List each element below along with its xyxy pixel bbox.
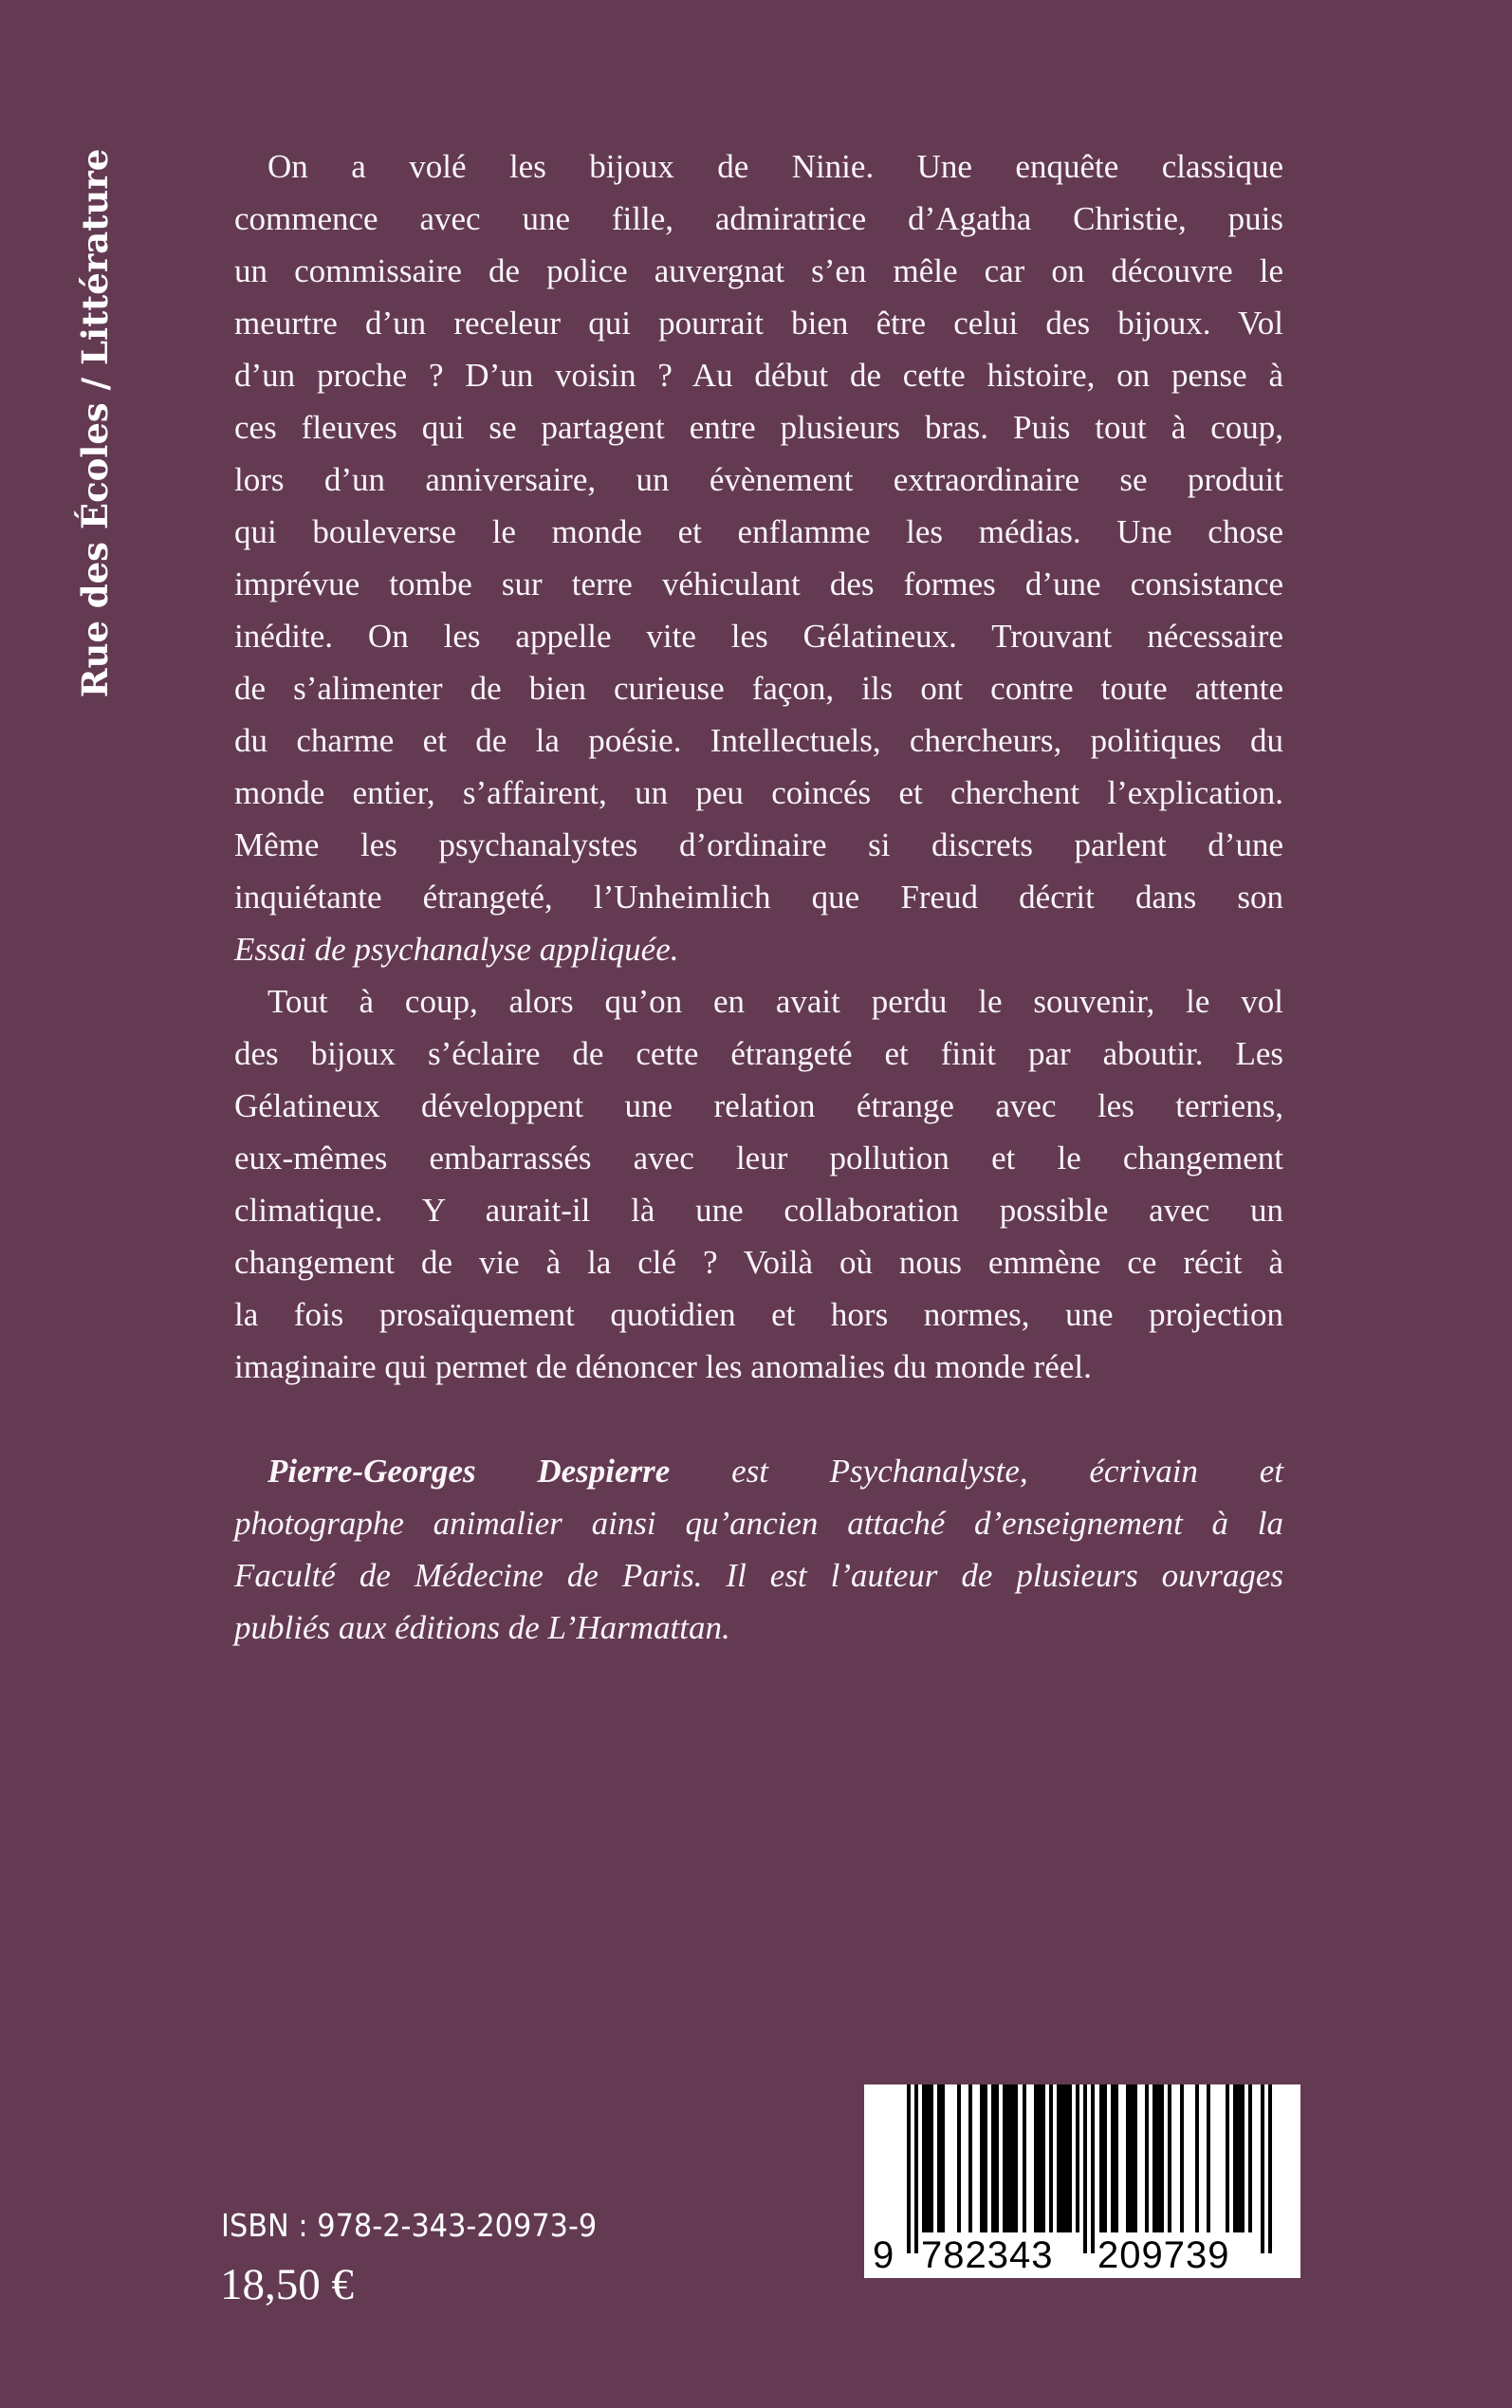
barcode-bar [1207, 2084, 1210, 2232]
blurb-line: commence avec une fille, admiratrice d’Agatha Christie, puis [234, 200, 1283, 237]
barcode-bar [1111, 2084, 1118, 2232]
barcode-bar [1091, 2084, 1095, 2253]
blurb-line: la fois prosaïquement quotidien et hors normes, une projection [234, 1296, 1283, 1333]
barcode-digits-right: 209739 [1097, 2234, 1230, 2276]
blurb-line: meurtre d’un receleur qui pourrait bien être celui des bijoux. Vol [234, 305, 1283, 342]
barcode-bar [1268, 2084, 1272, 2253]
spine-collection-label: Rue des Écoles / Littérature [74, 148, 116, 698]
blurb-line: du charme et de la poésie. Intellectuels, chercheurs, politiques du [234, 722, 1283, 759]
blurb-line: changement de vie à la clé ? Voilà où nous emmène ce récit à [234, 1244, 1283, 1281]
blurb-line: climatique. Y aurait-il là une collaboration possible avec un [234, 1192, 1283, 1229]
barcode-bar [914, 2084, 918, 2253]
spacer [234, 1393, 1283, 1445]
blurb-line: Même les psychanalystes d’ordinaire si discrets parlent d’une [234, 826, 1283, 863]
barcode-bar [1099, 2084, 1107, 2232]
blurb-line: monde entier, s’affairent, un peu coincés et cherchent l’explication. [234, 774, 1283, 811]
blurb-line: Gélatineux développent une relation étrange avec les terriens, [234, 1087, 1283, 1124]
blurb-line: un commissaire de police auvergnat s’en mêle car on découvre le [234, 252, 1283, 289]
ean13-barcode [864, 2084, 1300, 2278]
price-label: 18,50 € [220, 2260, 354, 2309]
barcode-bar [1152, 2084, 1164, 2232]
barcode-bar [907, 2084, 911, 2253]
barcode-digit-first: 9 [873, 2234, 894, 2276]
blurb-line: d’un proche ? D’un voisin ? Au début de cette histoire, on pense à [234, 357, 1283, 394]
blurb-line: Tout à coup, alors qu’on en avait perdu le souvenir, le vol [267, 983, 1283, 1020]
barcode-bar [1083, 2084, 1087, 2253]
author-bio-line [234, 1445, 1283, 1497]
blurb-line: qui bouleverse le monde et enflamme les médias. Une chose [234, 513, 1283, 550]
blurb-line: lors d’un anniversaire, un évènement extraordinaire se produit [234, 461, 1283, 498]
barcode-bar [1023, 2084, 1026, 2232]
barcode-bar [1049, 2084, 1053, 2232]
barcode-bar [968, 2084, 972, 2232]
barcode-bar [980, 2084, 987, 2232]
barcode-bar [1145, 2084, 1149, 2232]
blurb-line: des bijoux s’éclaire de cette étrangeté et finit par aboutir. Les [234, 1035, 1283, 1072]
barcode-digits-left: 782343 [921, 2234, 1054, 2276]
author-bio-line: Faculté de Médecine de Paris. Il est l’auteur de plusieurs ouvrages [234, 1557, 1283, 1594]
blurb-line: inquiétante étrangeté, l’Unheimlich que Freud décrit dans son [234, 879, 1283, 916]
book-title-reference: Essai de psychanalyse appliquée. [234, 931, 679, 968]
barcode-bar [1248, 2084, 1252, 2232]
barcode-bar [1076, 2084, 1079, 2232]
blurb-line: de s’alimenter de bien curieuse façon, ils ont contre toute attente [234, 670, 1283, 707]
barcode-bar [1226, 2084, 1229, 2232]
barcode-bar [922, 2084, 933, 2232]
author-name: Pierre-Georges Despierre [267, 1453, 671, 1490]
author-bio-text: est Psychanalyste, écrivain et [731, 1453, 1283, 1490]
blurb-line: On a volé les bijoux de Ninie. Une enquête classique [267, 148, 1283, 185]
barcode-bar [1034, 2084, 1045, 2232]
barcode-bar [1057, 2084, 1072, 2232]
barcode-bar [937, 2084, 945, 2232]
author-bio-line: photographe animalier ainsi qu’ancien attaché d’enseignement à la [234, 1505, 1283, 1542]
barcode-bar [1233, 2084, 1245, 2232]
blurb-line: inédite. On les appelle vite les Gélatineux. Trouvant nécessaire [234, 618, 1283, 655]
back-cover-blurb [234, 140, 1283, 1654]
blurb-line: imaginaire qui permet de dénoncer les anomalies du monde réel. [234, 1348, 1092, 1385]
barcode-bar [1261, 2084, 1264, 2253]
isbn-label: ISBN : 978-2-343-20973-9 [221, 2207, 598, 2244]
barcode-bar [991, 2084, 999, 2232]
blurb-line: imprévue tombe sur terre véhiculant des formes d’une consistance [234, 565, 1283, 602]
blurb-line: eux-mêmes embarrassés avec leur pollution et le changement [234, 1139, 1283, 1176]
barcode-bar [1003, 2084, 1018, 2232]
author-bio-line: publiés aux éditions de L’Harmattan. [234, 1609, 730, 1646]
blurb-line: ces fleuves qui se partagent entre plusieurs bras. Puis tout à coup, [234, 409, 1283, 446]
barcode-bar [1195, 2084, 1199, 2232]
barcode-bar [957, 2084, 961, 2232]
barcode-bar [1180, 2084, 1184, 2232]
barcode-bar [1168, 2084, 1171, 2232]
barcode-bar [1126, 2084, 1137, 2232]
